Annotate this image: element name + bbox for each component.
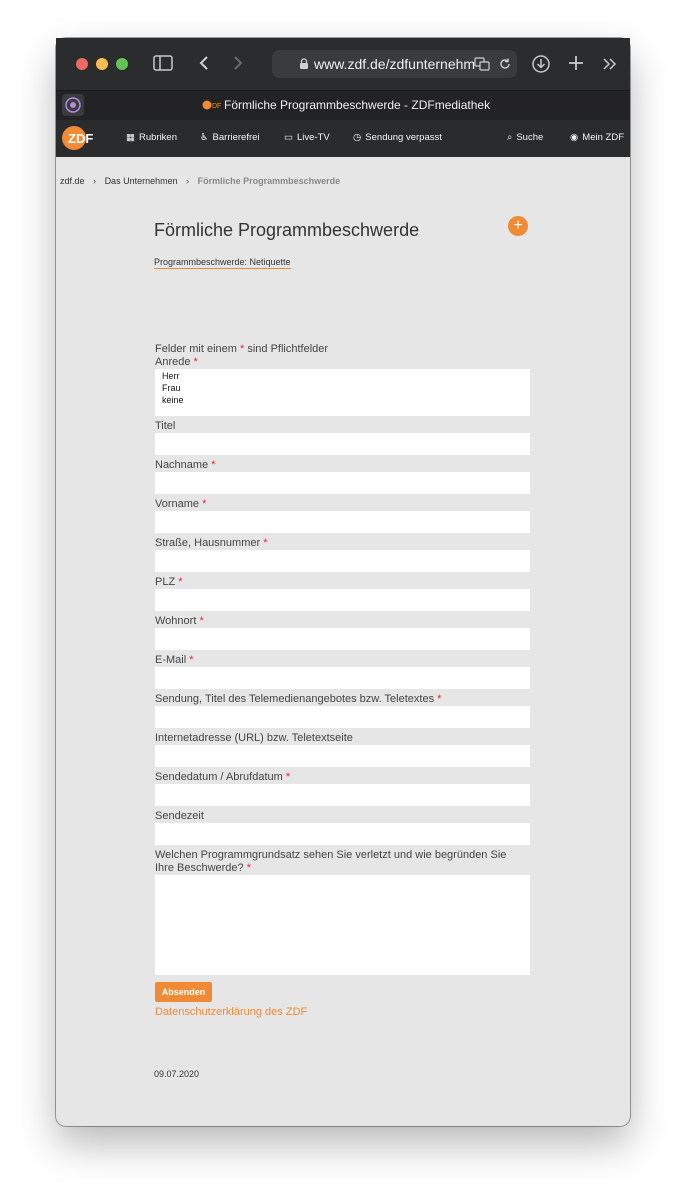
breadcrumb bbox=[60, 176, 340, 186]
breadcrumb-current: Förmliche Programmbeschwerde bbox=[197, 176, 341, 186]
required-mark: * bbox=[437, 693, 442, 705]
submit-button[interactable]: Absenden bbox=[155, 982, 212, 1002]
grundsatz-label-line2-text: Ihre Beschwerde? bbox=[155, 862, 244, 874]
required-note-suffix: sind Pflichtfelder bbox=[247, 343, 329, 355]
nav-sendung-verpasst[interactable] bbox=[353, 132, 442, 143]
required-mark: * bbox=[189, 654, 194, 666]
email-label bbox=[155, 654, 194, 666]
nav-barrierefrei[interactable] bbox=[200, 132, 260, 143]
netiquette-link[interactable]: Programmbeschwerde: Netiquette bbox=[154, 257, 291, 267]
strasse-input[interactable] bbox=[155, 550, 530, 572]
email-input[interactable] bbox=[155, 667, 530, 689]
browser-window bbox=[56, 38, 630, 1126]
required-mark: * bbox=[285, 771, 291, 783]
vorname-label bbox=[155, 498, 206, 510]
url-text: www.zdf.de/zdfunternehm bbox=[314, 56, 476, 72]
clock-icon: ◷ bbox=[353, 132, 362, 143]
plz-label-text: PLZ bbox=[155, 576, 176, 588]
user-icon: ◉ bbox=[570, 132, 579, 143]
back-icon[interactable] bbox=[198, 55, 210, 71]
nav-mein-zdf-label: Mein ZDF bbox=[582, 132, 624, 143]
accessibility-icon: ♿ bbox=[200, 132, 209, 143]
address-bar[interactable] bbox=[272, 50, 517, 78]
email-label-text: E-Mail bbox=[155, 654, 187, 666]
grid-icon: ▦ bbox=[126, 132, 135, 143]
new-tab-icon[interactable] bbox=[568, 55, 584, 71]
required-mark: * bbox=[211, 459, 216, 471]
pinned-tab[interactable] bbox=[62, 94, 84, 116]
minimize-window-button[interactable] bbox=[96, 58, 108, 70]
wohnort-input[interactable] bbox=[155, 628, 530, 650]
anrede-label-text: Anrede bbox=[155, 356, 191, 368]
sendung-label bbox=[155, 693, 441, 705]
strasse-label bbox=[155, 537, 268, 549]
svg-text:DF: DF bbox=[212, 103, 222, 110]
required-mark: * bbox=[178, 576, 183, 588]
privacy-link[interactable]: Datenschutzerklärung des ZDF bbox=[155, 1006, 308, 1018]
tv-icon: ▭ bbox=[284, 132, 293, 143]
sendezeit-input[interactable] bbox=[155, 823, 530, 845]
nav-rubriken[interactable] bbox=[126, 132, 177, 143]
nav-suche[interactable] bbox=[507, 132, 543, 143]
nav-rubriken-label: Rubriken bbox=[138, 132, 178, 143]
grundsatz-textarea[interactable] bbox=[155, 875, 530, 975]
plz-label bbox=[155, 576, 183, 588]
forward-icon[interactable] bbox=[232, 55, 244, 71]
sendedatum-label-text: Sendedatum / Abrufdatum bbox=[155, 771, 283, 783]
nav-sendung-verpasst-label: Sendung verpasst bbox=[365, 132, 442, 143]
svg-text:ZDF: ZDF bbox=[68, 131, 94, 146]
browser-toolbar bbox=[56, 38, 630, 90]
more-tabs-icon[interactable] bbox=[602, 57, 618, 71]
grundsatz-label-line2 bbox=[155, 862, 251, 874]
required-mark: * bbox=[263, 537, 268, 549]
search-icon: ⌕ bbox=[507, 132, 513, 143]
sendezeit-label: Sendezeit bbox=[155, 810, 204, 822]
plz-input[interactable] bbox=[155, 589, 530, 611]
required-note-prefix: Felder mit einem bbox=[155, 343, 237, 355]
anrede-option-herr[interactable]: Herr bbox=[162, 371, 180, 381]
chevron-right-icon: › bbox=[93, 176, 97, 186]
sendedatum-input[interactable] bbox=[155, 784, 530, 806]
nachname-label bbox=[155, 459, 216, 471]
nav-live-tv-label: Live-TV bbox=[296, 132, 330, 143]
anrede-option-keine[interactable]: keine bbox=[162, 395, 184, 405]
zdf-favicon-icon bbox=[202, 100, 220, 110]
internetadresse-input[interactable] bbox=[155, 745, 530, 767]
reload-icon[interactable] bbox=[498, 57, 512, 71]
translate-icon[interactable] bbox=[474, 56, 490, 72]
lock-icon bbox=[299, 58, 309, 70]
internetadresse-label: Internetadresse (URL) bzw. Teletextseite bbox=[155, 732, 353, 744]
required-mark: * bbox=[193, 356, 198, 368]
zdf-logo[interactable] bbox=[61, 125, 103, 151]
chevron-right-icon: › bbox=[186, 176, 190, 186]
required-mark: * bbox=[199, 615, 204, 627]
anrede-label bbox=[155, 356, 198, 368]
breadcrumb-unternehmen[interactable]: Das Unternehmen bbox=[104, 176, 178, 186]
sidebar-icon[interactable] bbox=[153, 55, 173, 71]
wohnort-label-text: Wohnort bbox=[155, 615, 197, 627]
nachname-input[interactable] bbox=[155, 472, 530, 494]
sendedatum-label bbox=[155, 771, 290, 783]
nav-barrierefrei-label: Barrierefrei bbox=[212, 132, 260, 143]
strasse-label-text: Straße, Hausnummer bbox=[155, 537, 261, 549]
publish-date: 09.07.2020 bbox=[154, 1069, 200, 1079]
breadcrumb-home[interactable]: zdf.de bbox=[60, 176, 85, 186]
required-mark: * bbox=[246, 862, 252, 874]
nav-suche-label: Suche bbox=[516, 132, 544, 143]
grundsatz-label-line1: Welchen Programmgrundsatz sehen Sie verletzt und wie begründen Sie bbox=[155, 849, 507, 861]
required-note bbox=[155, 343, 328, 355]
pinned-tab-icon bbox=[62, 94, 84, 116]
tab-bar bbox=[56, 90, 630, 120]
required-mark: * bbox=[202, 498, 207, 510]
sendung-input[interactable] bbox=[155, 706, 530, 728]
anrede-option-frau[interactable]: Frau bbox=[162, 383, 181, 393]
titel-label: Titel bbox=[155, 420, 176, 432]
titel-input[interactable] bbox=[155, 433, 530, 455]
downloads-icon[interactable] bbox=[531, 54, 551, 74]
anrede-select[interactable] bbox=[155, 369, 530, 416]
wohnort-label bbox=[155, 615, 204, 627]
add-to-list-button[interactable]: + bbox=[508, 216, 528, 236]
nav-live-tv[interactable] bbox=[284, 132, 330, 143]
page-title: Förmliche Programmbeschwerde bbox=[154, 220, 420, 240]
vorname-input[interactable] bbox=[155, 511, 530, 533]
required-mark: * bbox=[239, 343, 245, 355]
vorname-label-text: Vorname bbox=[155, 498, 200, 510]
active-tab-title[interactable]: Förmliche Programmbeschwerde - ZDFmediathek bbox=[224, 98, 491, 112]
maximize-window-button[interactable] bbox=[116, 58, 128, 70]
close-window-button[interactable] bbox=[76, 58, 88, 70]
nav-mein-zdf[interactable] bbox=[570, 132, 624, 143]
nachname-label-text: Nachname bbox=[155, 459, 209, 471]
zdf-navigation bbox=[56, 120, 630, 157]
sendung-label-text: Sendung, Titel des Telemedienangebotes bzw. Teletextes bbox=[155, 693, 435, 705]
